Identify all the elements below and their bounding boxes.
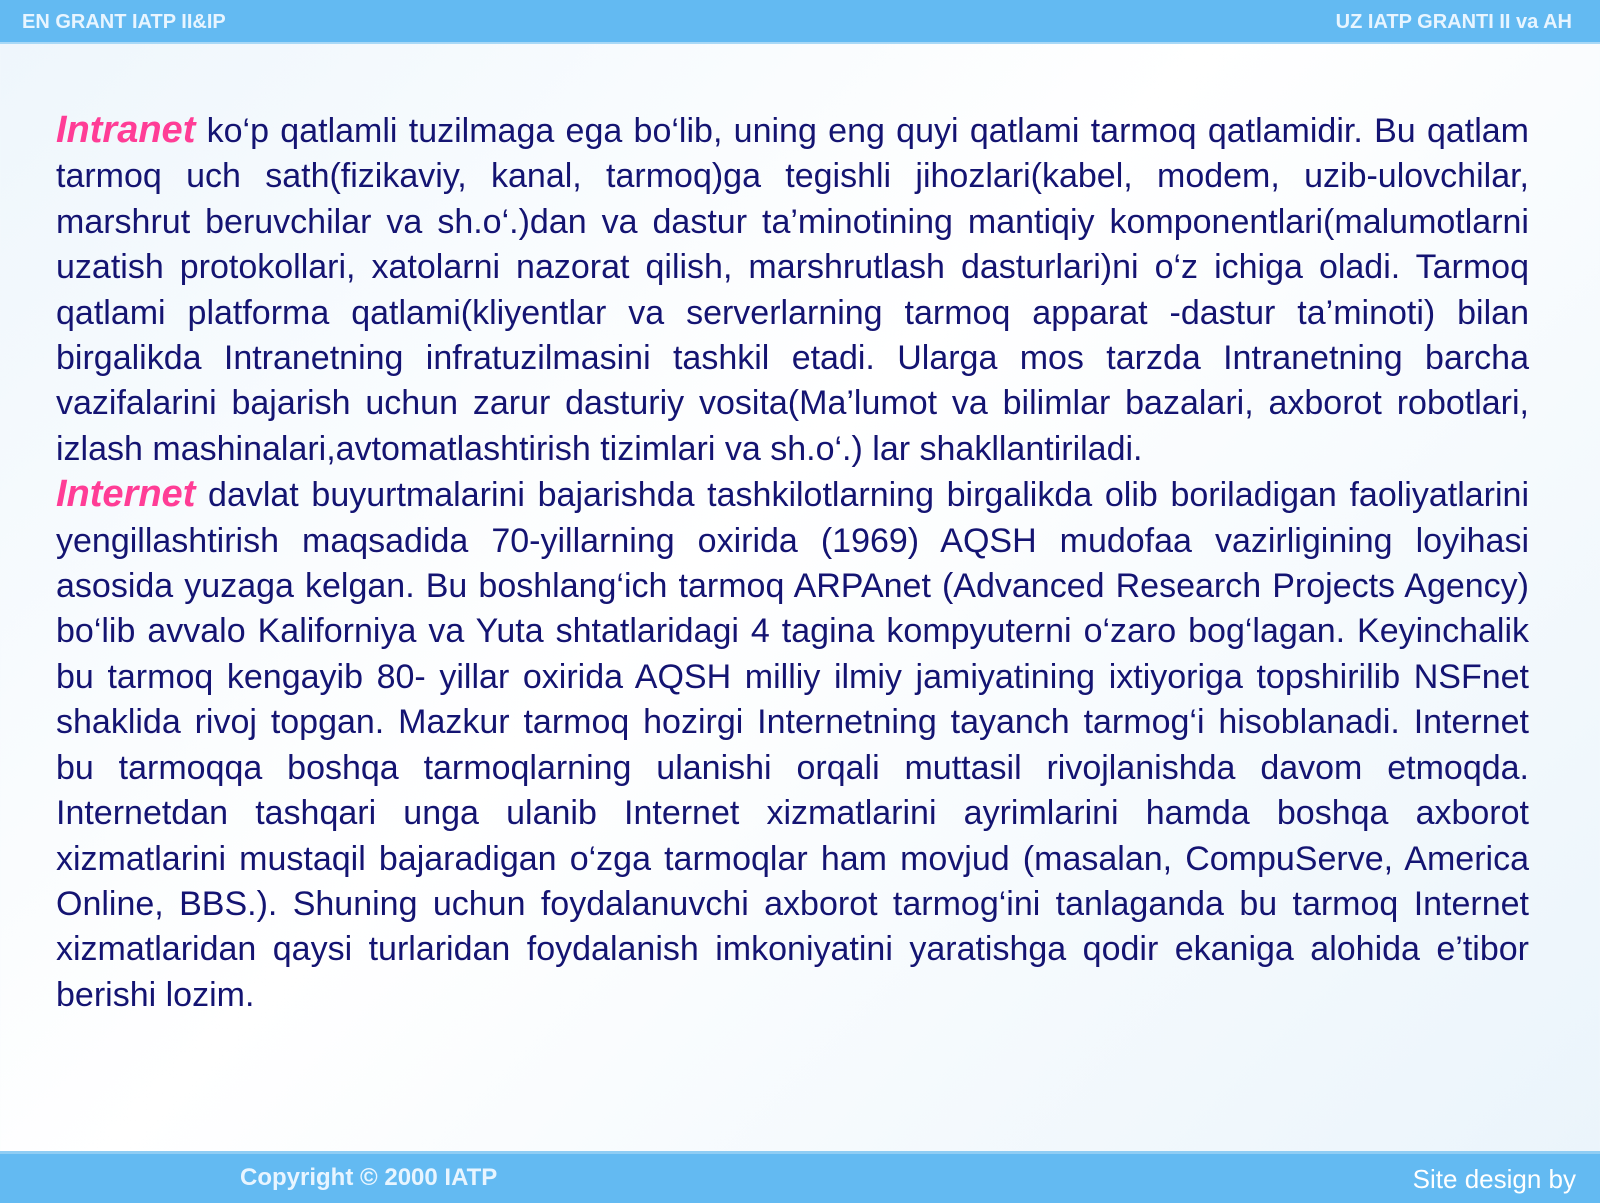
internet-text: davlat buyurtmalarini bajarishda tashkilotlarning birgalikda olib boriladigan faoliyatlarini yengillashtirish maqsadida 70-yillarning oxirida (1969) AQSH mudofaa vazirligining loyihasi asosida yuzaga kelgan. Bu boshlang‘ich tarmoq ARPAnet (Advanced Research Projects Agency) bo‘lib avvalo Kaliforniya va Yuta shtatlaridagi 4 tagina kompyuterni o‘zaro bog‘lagan. Keyinchalik bu tarmoq kengayib 80- yillar oxirida AQSH milliy ilmiy jamiyatining ixtiyoriga topshirilib NSFnet shaklida rivoj topgan. Mazkur tarmoq hozirgi Internetning tayanch tarmog‘i hisoblanadi. Internet bu tarmoqqa boshqa tarmoqlarning ulanishi orqali muttasil rivojlanishda davom etmoqda. Internetdan tashqari unga ulanib Internet xizmatlarini ayrimlarini hamda boshqa axborot xizmatlarini mustaqil bajaradigan o‘zga tarmoqlar ham movjud (masalan, CompuServe, America Online, BBS.). Shuning uchun foydalanuvchi axborot tarmog‘ini tanlaganda bu tarmoq Internet xizmatlaridan qaysi turlaridan foydalanish imkoniyatini yaratishga qodir ekaniga alohida e’tibor berishi lozim. [56,476,1529,1014]
site-design-text: Site design by [1412,1164,1576,1194]
internet-term: Internet [56,473,196,516]
header-left-title: EN GRANT IATP II&IP [22,11,226,33]
internet-paragraph [56,472,1529,1018]
header-right-title: UZ IATP GRANTI II va AH [1335,11,1572,33]
main-content [56,108,1529,1018]
intranet-paragraph [56,108,1529,472]
header-bar [0,0,1600,44]
footer-bar [0,1151,1600,1203]
intranet-text: ko‘p qatlamli tuzilmaga ega bo‘lib, uning eng quyi qatlami tarmoq qatlamidir. Bu qatlam tarmoq uch sath(fizikaviy, kanal, tarmoq)ga tegishli jihozlari(kabel, modem, uzib-ulovchilar, marshrut beruvchilar va sh.o‘.)dan va dastur ta’minotining mantiqiy komponentlari(malumotlarni uzatish protokollari, xatolarni nazorat qilish, marshrutlash dasturlari)ni o‘z ichiga oladi. Tarmoq qatlami platforma qatlami(kliyentlar va serverlarning tarmoq apparat -dastur ta’minoti) bilan birgalikda Intranetning infratuzilmasini tashkil etadi. Ularga mos tarzda Intranetning barcha vazifalarini bajarish uchun zarur dasturiy vosita(Ma’lumot va bilimlar bazalari, axborot robotlari, izlash mashinalari,avtomatlashtirish tizimlari va sh.o‘.) lar shakllantiriladi. [56,112,1529,468]
copyright-text: Copyright © 2000 IATP [240,1164,498,1191]
intranet-term: Intranet [56,109,196,151]
